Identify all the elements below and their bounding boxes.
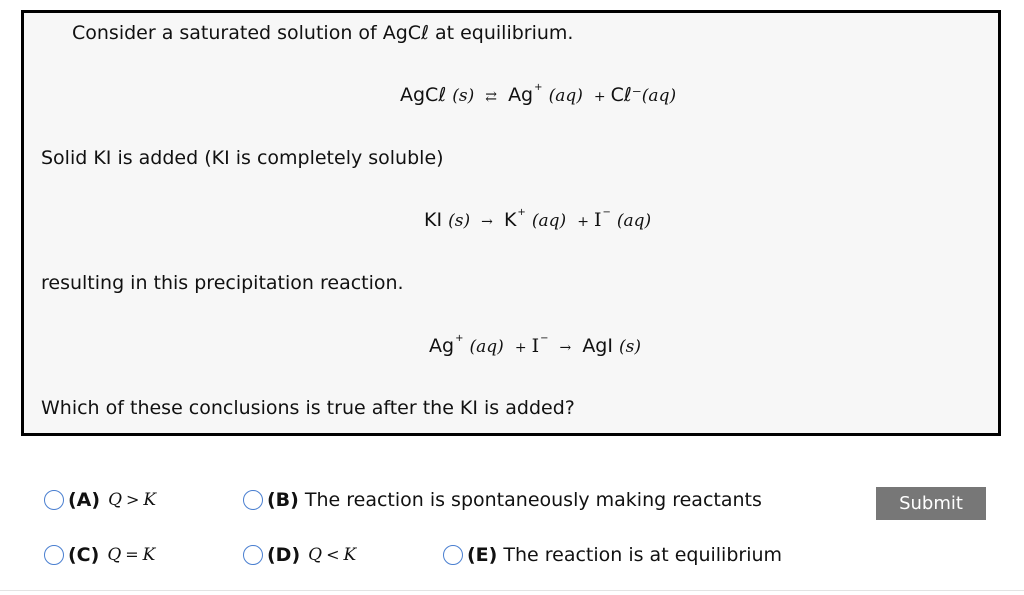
choice-c[interactable] [44, 543, 155, 567]
eq3-reactant1-charge: + [455, 333, 464, 344]
eq3-reactant1-state: (aq) [469, 337, 504, 357]
eq3-reactant2-charge: − [540, 333, 549, 344]
eq2-arrow: → [481, 214, 493, 230]
eq2-reactant: KI [424, 209, 443, 231]
question-text-3: resulting in this precipitation reaction. [41, 272, 404, 294]
choice-a-letter: (A) [68, 489, 101, 511]
eq1-reactant: AgCℓ [400, 84, 447, 106]
choice-a-rhs: K [143, 490, 157, 510]
eq3-product-state: (s) [619, 337, 642, 357]
eq3-plus: + [514, 340, 527, 356]
choice-d-rhs: K [343, 545, 357, 565]
choice-d-letter: (D) [267, 544, 301, 566]
choice-c-op: = [125, 545, 139, 564]
choice-c-letter: (C) [68, 544, 100, 566]
equation-ki-dissolution [424, 208, 651, 236]
bottom-divider [0, 590, 1024, 591]
eq1-arrow: ⇄ [485, 89, 498, 105]
choice-b-text: The reaction is spontaneously making reactants [304, 489, 762, 511]
eq1-product1-charge: + [534, 82, 543, 93]
eq3-reactant2: I [531, 335, 540, 357]
eq2-reactant-state: (s) [448, 211, 471, 231]
eq1-product2-state: (aq) [641, 86, 677, 106]
choice-a-op: > [126, 490, 140, 509]
choice-b[interactable] [243, 488, 762, 512]
eq1-reactant-state: (s) [452, 86, 475, 106]
radio-button-a[interactable] [44, 490, 64, 510]
radio-button-c[interactable] [44, 545, 64, 565]
eq1-plus: + [593, 89, 606, 105]
choice-a[interactable] [44, 488, 156, 512]
eq2-product1-charge: + [517, 207, 526, 218]
question-prompt: Which of these conclusions is true after the KI is added? [41, 397, 575, 419]
choice-d-lhs: Q [308, 545, 323, 565]
eq2-product2-charge: − [602, 207, 611, 218]
eq2-product2-state: (aq) [616, 211, 652, 231]
eq1-product1-state: (aq) [548, 86, 583, 106]
choice-b-letter: (B) [267, 489, 299, 511]
eq2-plus: + [577, 214, 589, 230]
question-intro: Consider a saturated solution of AgCℓ at equilibrium. [72, 22, 574, 44]
choice-a-lhs: Q [108, 490, 123, 510]
equation-precipitation [429, 334, 641, 362]
eq1-product1: Ag [508, 84, 534, 106]
radio-button-e[interactable] [443, 545, 463, 565]
eq1-product2: Cℓ⁻ [610, 84, 642, 106]
eq2-product1: K [503, 209, 517, 231]
eq3-reactant1: Ag [429, 335, 455, 357]
eq2-product2: I [593, 209, 602, 231]
radio-button-d[interactable] [243, 545, 263, 565]
submit-button[interactable]: Submit [876, 487, 986, 520]
choice-d-op: < [326, 545, 340, 564]
eq3-product: AgI [582, 335, 613, 357]
eq3-arrow: → [559, 340, 572, 356]
choice-d[interactable] [243, 543, 356, 567]
equation-dissolution [400, 83, 676, 111]
choice-e[interactable] [443, 543, 782, 567]
choice-c-rhs: K [142, 545, 156, 565]
question-box [21, 10, 1001, 436]
question-text-2: Solid KI is added (KI is completely soluble) [41, 147, 444, 169]
radio-button-b[interactable] [243, 490, 263, 510]
choice-e-text: The reaction is at equilibrium [503, 544, 783, 566]
choice-c-lhs: Q [107, 545, 122, 565]
choice-e-letter: (E) [467, 544, 498, 566]
eq2-product1-state: (aq) [531, 211, 567, 231]
